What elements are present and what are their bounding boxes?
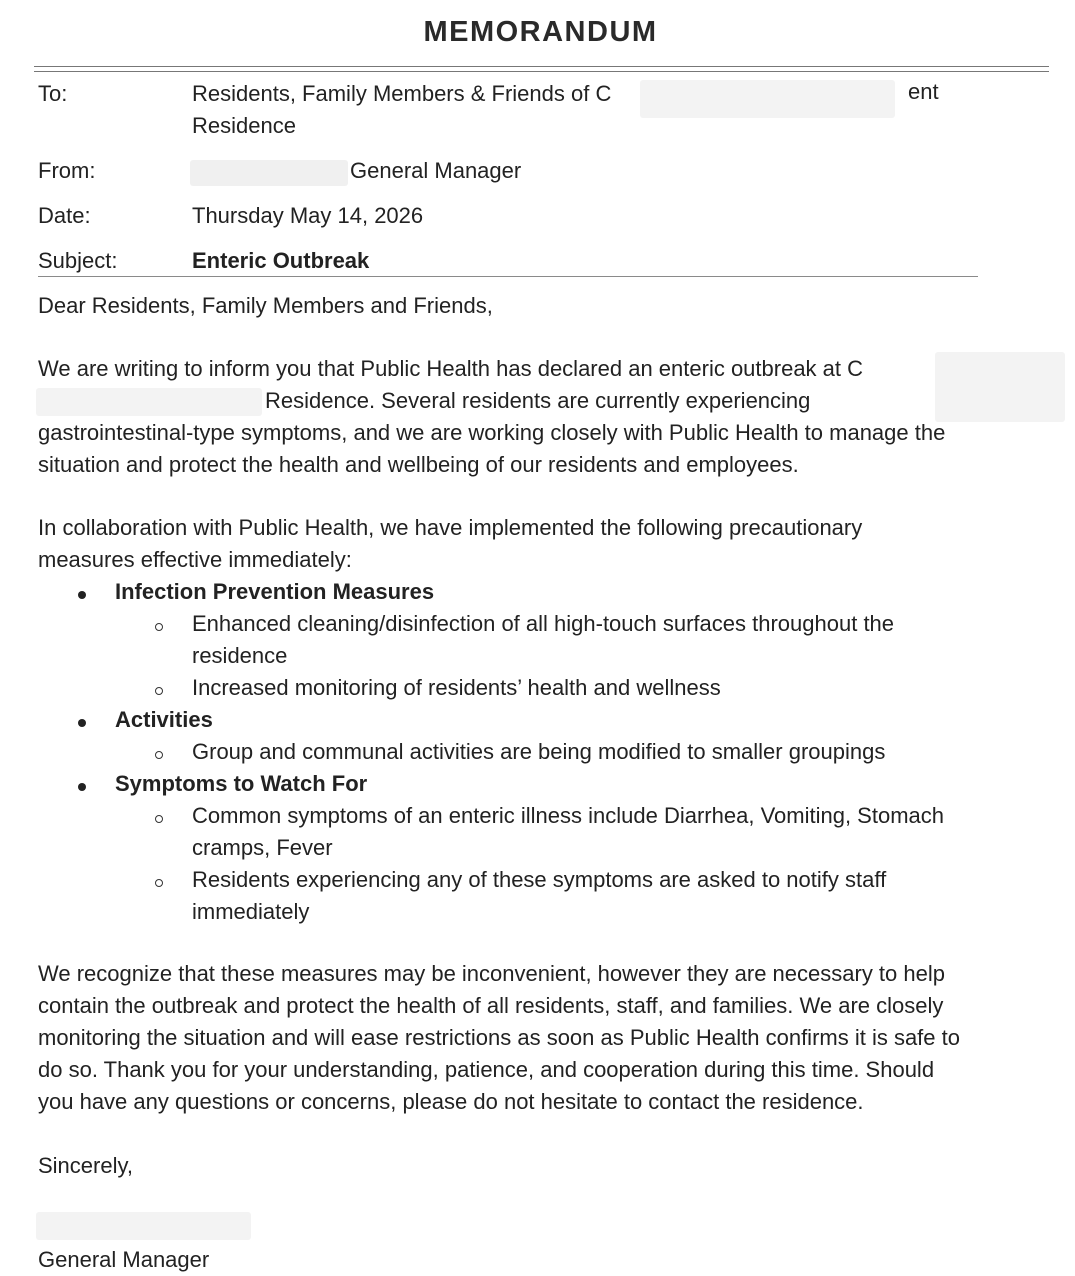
- sub-item-text: Enhanced cleaning/disinfection of all high-touch surfaces throughout the: [192, 611, 895, 636]
- closing-line: monitoring the situation and will ease restrictions as soon as Public Health confirms it is safe to: [38, 1025, 960, 1050]
- to-value: Residents, Family Members & Friends of C: [192, 81, 612, 106]
- sub-item-text: Residents experiencing any of these symptoms are asked to notify staff: [192, 867, 887, 892]
- header-double-rule: [34, 66, 1049, 72]
- salutation: Dear Residents, Family Members and Friends,: [38, 293, 493, 318]
- to-label: To:: [38, 81, 68, 106]
- redacted-sender-name: [190, 160, 348, 186]
- para1-line2: Residence. Several residents are currently experiencing: [265, 388, 811, 413]
- closing-line: you have any questions or concerns, please do not hesitate to contact the residence.: [38, 1089, 864, 1114]
- subject-value: Enteric Outbreak: [192, 248, 370, 273]
- sub-bullet-circle: [155, 751, 163, 759]
- sub-item-text: residence: [192, 643, 288, 668]
- para2-line1: In collaboration with Public Health, we have implemented the following precautionary: [38, 515, 863, 540]
- redacted-signature-name: [36, 1212, 251, 1240]
- sub-bullet-circle: [155, 879, 163, 887]
- sub-item-text: cramps, Fever: [192, 835, 333, 860]
- redacted-facility-name-3: [36, 388, 262, 416]
- date-value: Thursday May 14, 2026: [192, 203, 424, 228]
- sub-item-text: Increased monitoring of residents’ health and wellness: [192, 675, 721, 700]
- para2-line2: measures effective immediately:: [38, 547, 352, 572]
- memo-title: MEMORANDUM: [423, 16, 658, 48]
- from-value: General Manager: [350, 158, 522, 183]
- sub-bullet-circle: [155, 623, 163, 631]
- bullet-heading-activities: Activities: [115, 707, 213, 732]
- sub-bullet-circle: [155, 687, 163, 695]
- to-value-tail: ent: [908, 79, 939, 104]
- closing-line: contain the outbreak and protect the health of all residents, staff, and families. We are closely: [38, 993, 944, 1018]
- header-bottom-rule: [38, 276, 978, 277]
- sub-item-text: Common symptoms of an enteric illness include Diarrhea, Vomiting, Stomach: [192, 803, 944, 828]
- redacted-facility-name-2: [935, 352, 1065, 422]
- date-label: Date:: [38, 203, 91, 228]
- signature-title: General Manager: [38, 1247, 210, 1272]
- sign-off: Sincerely,: [38, 1153, 133, 1178]
- bullet-heading-symptoms: Symptoms to Watch For: [115, 771, 368, 796]
- sub-bullet-circle: [155, 815, 163, 823]
- bullet-heading-infection-prevention: Infection Prevention Measures: [115, 579, 435, 604]
- to-value-line2: Residence: [192, 113, 296, 138]
- para1-line1: We are writing to inform you that Public Health has declared an enteric outbreak at C: [38, 356, 864, 381]
- para1-line3: gastrointestinal-type symptoms, and we are working closely with Public Health to manage the: [38, 420, 946, 445]
- from-label: From:: [38, 158, 96, 183]
- bullet-dot: [78, 719, 86, 727]
- redacted-facility-name: [640, 80, 895, 118]
- sub-item-text: immediately: [192, 899, 310, 924]
- bullet-dot: [78, 783, 86, 791]
- para1-line4: situation and protect the health and wellbeing of our residents and employees.: [38, 452, 799, 477]
- bullet-dot: [78, 591, 86, 599]
- closing-line: do so. Thank you for your understanding, patience, and cooperation during this time. Should: [38, 1057, 935, 1082]
- closing-line: We recognize that these measures may be inconvenient, however they are necessary to help: [38, 961, 945, 986]
- subject-label: Subject:: [38, 248, 118, 273]
- sub-item-text: Group and communal activities are being modified to smaller groupings: [192, 739, 886, 764]
